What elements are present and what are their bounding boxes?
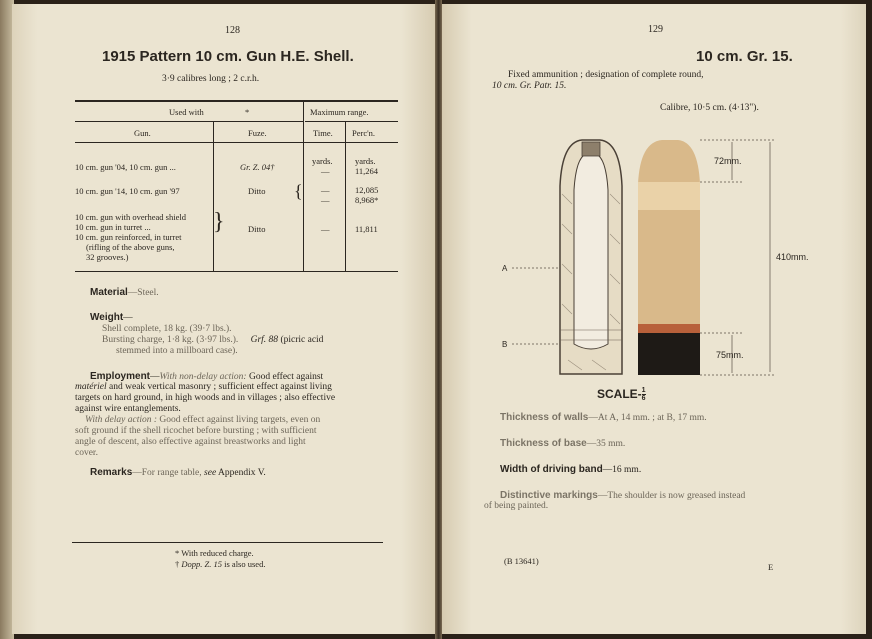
scale-text: SCALE- [597, 387, 642, 401]
walls-line [500, 412, 707, 424]
remarks-label: Remarks [90, 467, 133, 478]
markings-line2: of being painted. [484, 501, 549, 511]
table-row-time: — [321, 224, 330, 234]
header-asterisk: * [245, 107, 250, 117]
intro-line2: 10 cm. Gr. Patr. 15. [492, 81, 567, 91]
employment-text: Good effect against living targets, even on [159, 415, 321, 425]
table-row-gun: 32 grooves.) [86, 252, 129, 262]
dim-72: 72mm. [714, 156, 742, 166]
employment-line3: targets on hard ground, in high woods and in villages ; also effective [75, 393, 336, 403]
weight-explosive: Grf. 88 [250, 335, 279, 345]
table-row-fuze: Ditto [248, 186, 266, 196]
weight-line [90, 312, 133, 324]
footnote-rule [72, 542, 383, 543]
employment-delay: With delay action : [85, 415, 158, 425]
remarks-see: see [204, 468, 217, 478]
brace: } [213, 209, 225, 235]
label-a: A [502, 264, 508, 273]
table-row-time: — [321, 185, 330, 195]
walls-label: Thickness of walls [500, 412, 589, 423]
table-row-time: — [321, 166, 330, 176]
material-label: Material [90, 287, 128, 298]
left-page [12, 4, 435, 634]
weight-label: Weight [90, 312, 124, 323]
base-text: —35 mm. [586, 439, 626, 449]
table-bottom-rule [75, 271, 398, 272]
header-used-with: Used with [169, 107, 204, 117]
band-text: —16 mm. [602, 465, 642, 475]
markings-text: —The shoulder is now greased instead [597, 491, 746, 501]
subtitle: 3·9 calibres long ; 2 c.r.h. [162, 74, 260, 84]
shell-section [560, 140, 622, 374]
walls-text: —At A, 14 mm. ; at B, 17 mm. [588, 413, 707, 423]
table-row-fuze: Ditto [248, 224, 266, 234]
employment-line7: angle of descent, also effective against breastworks and light [75, 437, 306, 447]
col-percn: Perc'n. [352, 128, 376, 138]
page-number: 128 [225, 25, 240, 36]
brace: { [294, 181, 303, 201]
right-page [442, 4, 866, 634]
page-title: 1915 Pattern 10 cm. Gun H.E. Shell. [102, 48, 354, 65]
col-gun: Gun. [134, 128, 151, 138]
footnote-text: is also used. [224, 559, 266, 569]
table-header-rule [75, 142, 398, 143]
scale-numerator: 1 [641, 387, 646, 395]
table-row-percn: 12,085 [355, 185, 379, 195]
table-row-gun: 10 cm. gun in turret ... [75, 222, 151, 232]
table-row-time: — [321, 195, 330, 205]
table-row-percn: yards. [355, 156, 376, 166]
label-b: B [502, 340, 508, 349]
dagger: † [175, 559, 180, 569]
intro-line1: Fixed ammunition ; designation of complete round, [508, 70, 704, 80]
table-col-rule [303, 101, 304, 271]
footnote-1: * With reduced charge. [175, 548, 254, 558]
footnote-2 [175, 559, 265, 569]
shell-diagram [502, 134, 832, 402]
employment-line2 [75, 382, 332, 393]
header-max-range: Maximum range. [310, 107, 369, 117]
remarks-appendix: Appendix V. [218, 468, 266, 478]
col-time: Time. [313, 128, 333, 138]
calibre: Calibre, 10·5 cm. (4·13"). [660, 103, 759, 113]
employment-line8: cover. [75, 448, 98, 458]
employment-line6: soft ground if the shell ricochet before bursting ; with sufficient [75, 426, 317, 436]
remarks-text: —For range table, [132, 468, 202, 478]
page-title: 10 cm. Gr. 15. [696, 48, 793, 65]
dim-410: 410mm. [776, 252, 809, 262]
page-number: 129 [648, 24, 663, 35]
table-row-gun: (rifling of the above guns, [86, 242, 175, 252]
book-gutter [435, 0, 442, 639]
band-label: Width of driving band [500, 464, 603, 475]
weight-charge [102, 335, 323, 346]
weight-dash: — [123, 313, 133, 323]
table-col-rule [345, 122, 346, 271]
weight-case: stemmed into a millboard case). [116, 346, 238, 356]
table-row-percn: 8,968* [355, 195, 379, 205]
table-row-gun: 10 cm. gun with overhead shield [75, 212, 186, 222]
employment-text: Good effect against [248, 372, 324, 382]
table-row-percn: 11,264 [355, 166, 379, 176]
shell-exterior [638, 140, 700, 375]
employment-line4: against wire entanglements. [75, 404, 181, 414]
material-text: —Steel. [127, 288, 159, 298]
scale-denominator: 6 [641, 395, 646, 403]
weight-charge-text: Bursting charge, 1·8 kg. (3·97 lbs.). [102, 335, 239, 345]
table-sub-rule-right [305, 121, 398, 122]
table-row-gun: 10 cm. gun reinforced, in turret [75, 232, 182, 242]
table-row-gun: 10 cm. gun '14, 10 cm. gun '97 [75, 186, 180, 196]
employment-line5 [85, 415, 320, 426]
table-row-gun: 10 cm. gun '04, 10 cm. gun ... [75, 162, 176, 172]
employment-label: Employment [90, 371, 151, 382]
base-label: Thickness of base [500, 438, 587, 449]
table-row-time: yards. [312, 156, 333, 166]
scale-label [597, 387, 646, 402]
print-code: (B 13641) [504, 556, 539, 566]
table-top-rule [75, 100, 398, 102]
col-fuze: Fuze. [248, 128, 267, 138]
dim-75: 75mm. [716, 350, 744, 360]
band-line [500, 464, 641, 476]
table-col-rule [213, 122, 214, 271]
employment-materiel: matériel [75, 382, 107, 392]
employment-text: and weak vertical masonry ; sufficient effect against living [109, 382, 332, 392]
remarks-line [90, 467, 266, 479]
table-sub-rule [75, 121, 303, 122]
base-line [500, 438, 625, 450]
footnote-fuze: Dopp. Z. 15 [181, 559, 222, 569]
markings-label: Distinctive markings [500, 490, 598, 501]
weight-explosive-desc: (picric acid [280, 335, 324, 345]
table-row-fuze: Gr. Z. 04† [240, 162, 275, 172]
employment-nondelay: With non-delay action: [159, 372, 247, 382]
employment-dash: — [150, 372, 160, 382]
weight-shell: Shell complete, 18 kg. (39·7 lbs.). [102, 324, 232, 334]
table-row-percn: 11,811 [355, 224, 378, 234]
material-line [90, 287, 159, 299]
scale-fraction [642, 387, 646, 402]
signature-mark: E [768, 562, 774, 572]
